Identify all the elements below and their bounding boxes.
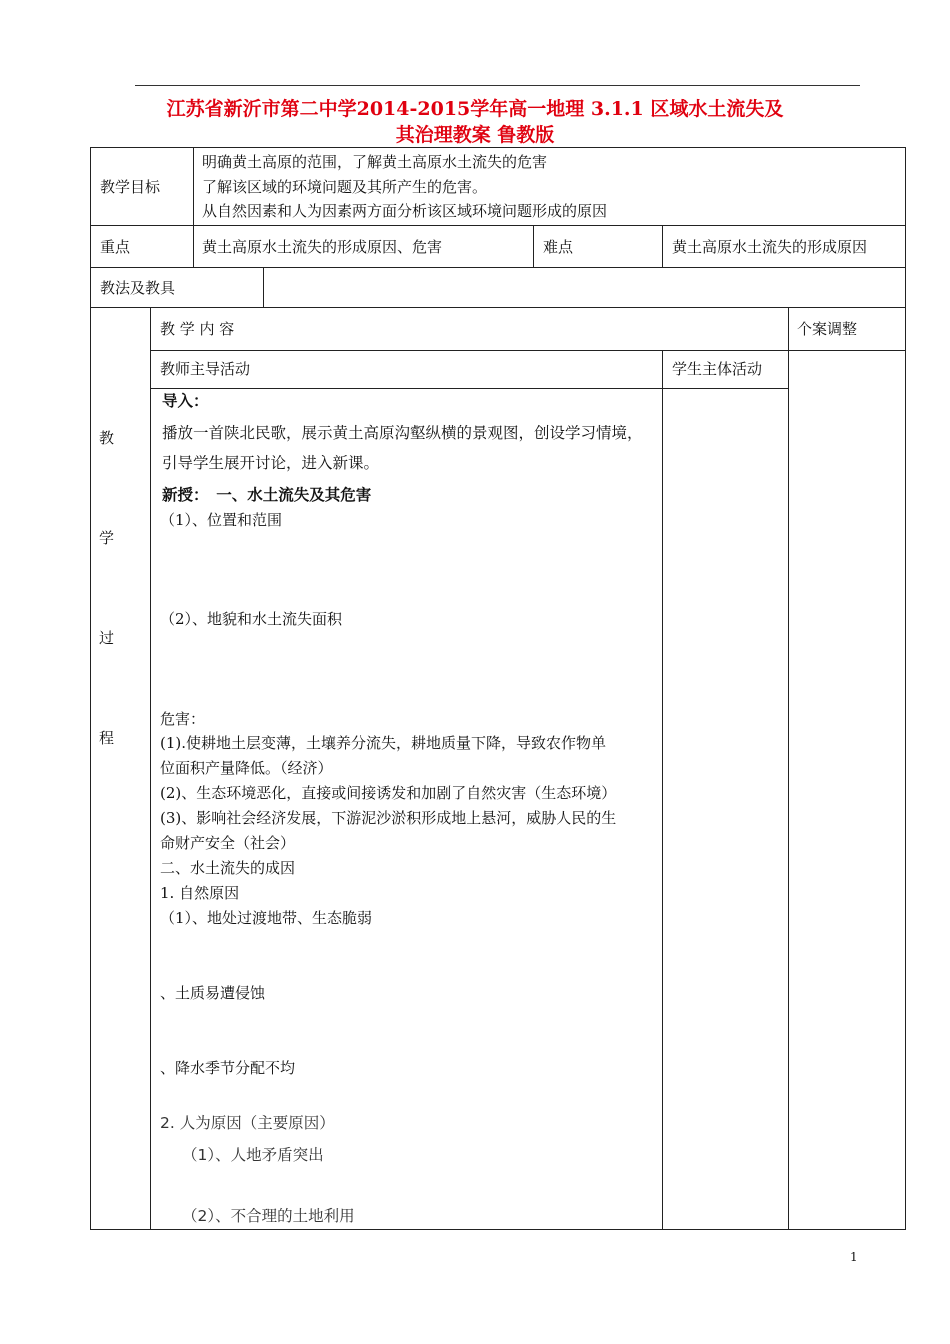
col-divider	[263, 267, 264, 308]
content-line: 播放一首陕北民歌，展示黄土高原沟壑纵横的景观图，创设学习情境，	[162, 424, 643, 442]
process-side-char: 教	[99, 429, 115, 447]
content-line: 、土质易遭侵蚀	[160, 984, 266, 1002]
content-line: （1）、位置和范围	[160, 511, 283, 529]
row-divider	[150, 350, 906, 351]
title-line-1: 江苏省新沂市第二中学2014-2015学年高一地理 3.1.1 区域水土流失及	[166, 98, 784, 120]
process-side-char: 学	[99, 529, 115, 547]
focus-value: 黄土高原水土流失的形成原因、危害	[202, 238, 443, 256]
content-line: （2）、不合理的土地利用	[182, 1207, 355, 1225]
col-divider	[662, 225, 663, 268]
adjust-header: 个案调整	[797, 320, 858, 338]
content-line: （1）、人地矛盾突出	[182, 1146, 324, 1164]
objective-item: 从自然因素和人为因素两方面分析该区域环境问题形成的原因	[202, 202, 608, 220]
col-divider	[662, 350, 663, 1230]
col-divider	[533, 225, 534, 268]
col-divider	[193, 147, 194, 268]
content-line: 位面积产量降低。（经济）	[160, 759, 333, 777]
table-border-top	[90, 147, 906, 148]
table-border-right	[905, 147, 906, 1230]
content-line: （1）、地处过渡地带、生态脆弱	[160, 909, 373, 927]
col-divider	[150, 307, 151, 1230]
objective-item: 了解该区域的环境问题及其所产生的危害。	[202, 178, 488, 196]
table-border-bottom	[90, 1229, 906, 1230]
content-line: 引导学生展开讨论，进入新课。	[162, 454, 380, 472]
content-line: （2）、地貌和水土流失面积	[160, 610, 343, 628]
teacher-header: 教师主导活动	[160, 360, 251, 378]
row-divider	[90, 225, 906, 226]
row-divider	[150, 388, 788, 389]
page-number: 1	[850, 1250, 858, 1264]
content-line: (1).使耕地土层变薄，土壤养分流失，耕地质量下降，导致农作物单	[160, 734, 607, 752]
student-header: 学生主体活动	[672, 360, 763, 378]
content-line: (2)、生态环境恶化，直接或间接诱发和加剧了自然灾害（生态环境）	[160, 784, 617, 802]
table-border-left	[90, 147, 91, 1230]
content-line: 、降水季节分配不均	[160, 1059, 296, 1077]
focus-label: 重点	[100, 238, 131, 256]
row-divider	[90, 307, 906, 308]
header-rule	[135, 85, 860, 86]
row-divider	[90, 267, 906, 268]
col-divider	[788, 307, 789, 1230]
content-line: (3)、影响社会经济发展，下游泥沙淤积形成地上悬河，威胁人民的生	[160, 809, 617, 827]
difficulty-value: 黄土高原水土流失的形成原因	[672, 238, 868, 256]
difficulty-label: 难点	[543, 238, 574, 256]
content-line: 2. 人为原因（主要原因）	[160, 1114, 335, 1132]
new-lesson-heading: 新授： 一、水土流失及其危害	[162, 486, 372, 504]
title-line-2: 其治理教案 鲁教版	[395, 124, 555, 146]
document-title	[100, 96, 850, 148]
intro-heading: 导入：	[162, 392, 209, 410]
content-line: 危害：	[160, 710, 206, 728]
content-line: 命财产安全（社会）	[160, 834, 296, 852]
process-side-char: 程	[99, 729, 115, 747]
content-line: 二、水土流失的成因	[160, 859, 296, 877]
content-header: 教 学 内 容	[160, 320, 235, 338]
process-side-char: 过	[99, 629, 115, 647]
objective-item: 明确黄土高原的范围，了解黄土高原水土流失的危害	[202, 153, 548, 171]
methods-label: 教法及教具	[100, 279, 176, 297]
content-line: 1. 自然原因	[160, 884, 240, 902]
objectives-label: 教学目标	[100, 178, 161, 196]
